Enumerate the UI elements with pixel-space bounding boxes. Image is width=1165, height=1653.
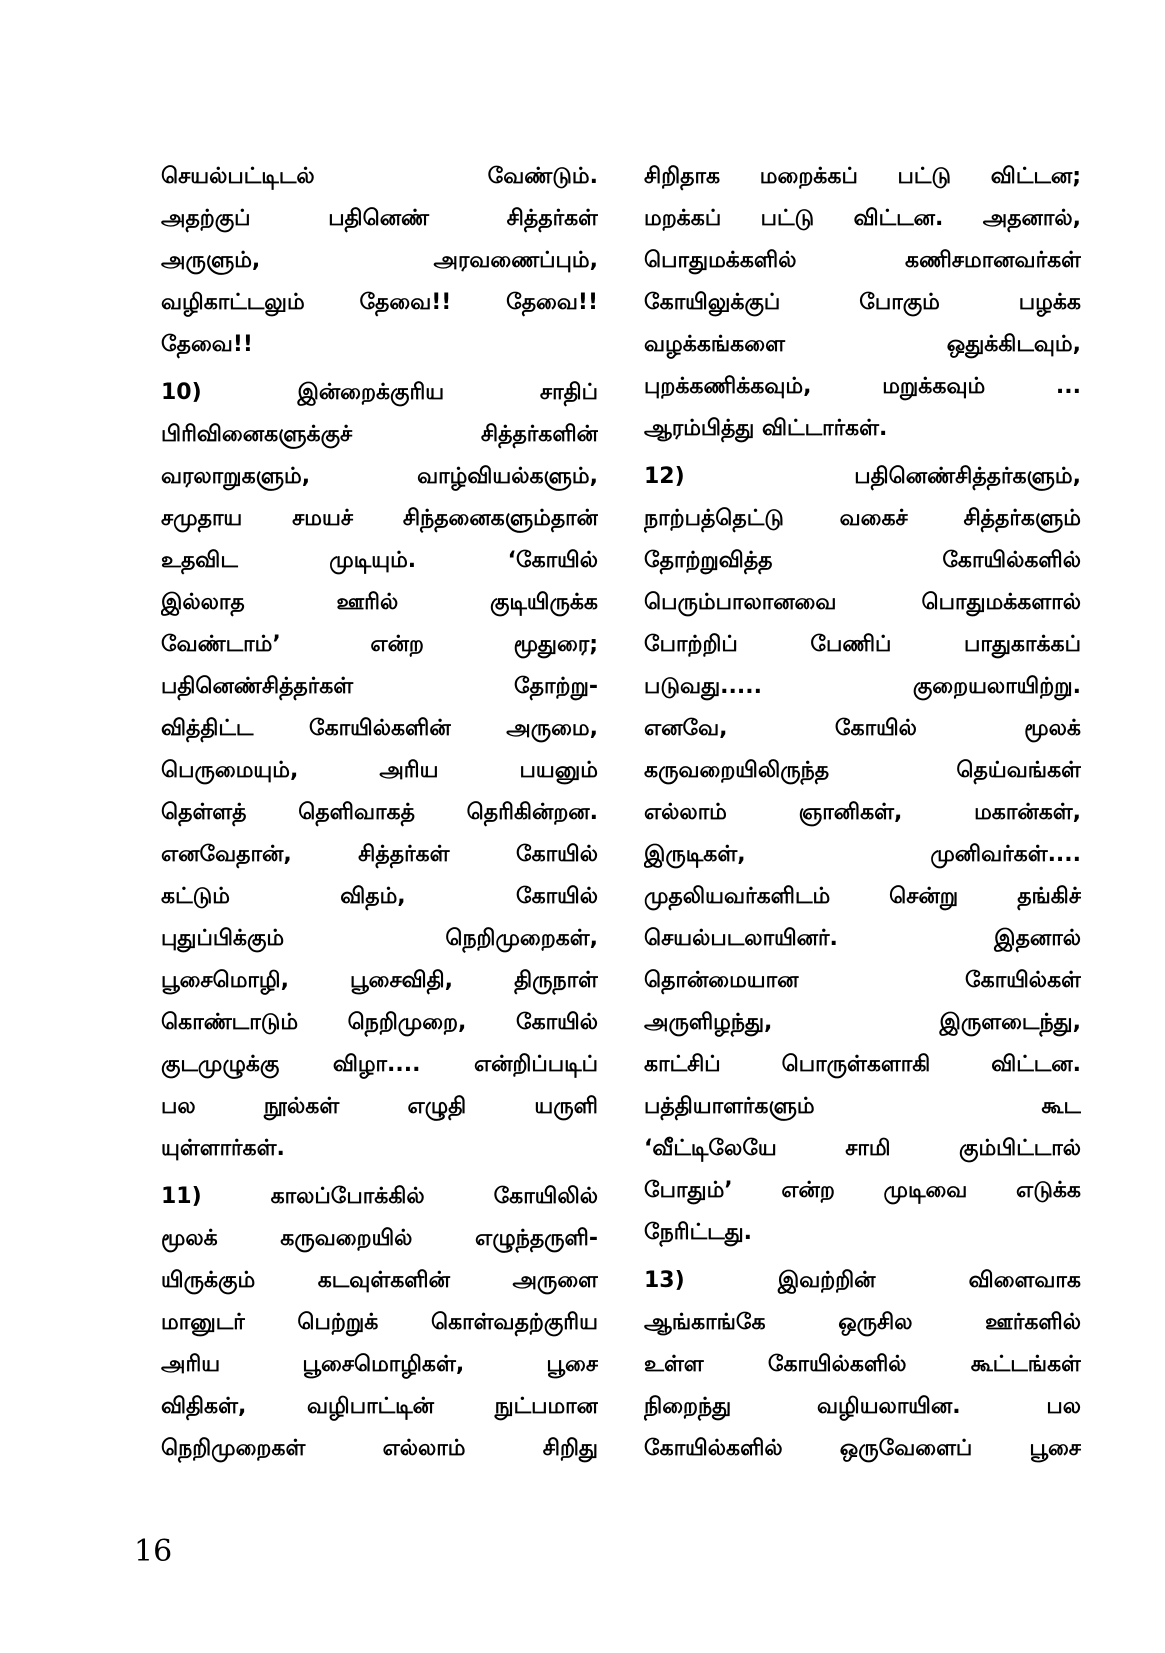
- text-line: வரலாறுகளும், வாழ்வியல்களும்,: [161, 464, 598, 489]
- text-line: 13) இவற்றின் விளைவாக: [644, 1268, 1081, 1293]
- text-line: பெரும்பாலானவை பொதுமக்களால்: [644, 590, 1081, 615]
- text-line: இருடிகள், முனிவர்கள்....: [644, 842, 1081, 867]
- text-line: 12) பதினெண்சித்தர்களும்,: [644, 464, 1081, 489]
- text-line: 10) இன்றைக்குரிய சாதிப்: [161, 380, 598, 405]
- text-line: கருவறையிலிருந்த தெய்வங்கள்: [644, 758, 1081, 783]
- text-line: போற்றிப் பேணிப் பாதுகாக்கப்: [644, 632, 1081, 657]
- text-line: ஆரம்பித்து விட்டார்கள்.: [644, 416, 888, 441]
- text-line: மூலக் கருவறையில் எழுந்தருளி-: [161, 1226, 598, 1251]
- text-line: தேவை!!: [161, 332, 253, 357]
- text-line: குடமுழுக்கு விழா.... என்றிப்படிப்: [161, 1052, 598, 1077]
- text-line: வழக்கங்களை ஒதுக்கிடவும்,: [644, 332, 1081, 357]
- text-line: யுள்ளார்கள்.: [161, 1136, 285, 1161]
- text-line: முதலியவர்களிடம் சென்று தங்கிச்: [644, 884, 1081, 909]
- text-line: பெருமையும், அரிய பயனும்: [161, 758, 598, 783]
- text-line: உதவிட முடியும். ‘கோயில்: [161, 548, 598, 573]
- text-line: எனவே, கோயில் மூலக்: [644, 716, 1081, 741]
- text-line: மறக்கப் பட்டு விட்டன. அதனால்,: [644, 206, 1081, 231]
- text-line: இல்லாத ஊரில் குடியிருக்க: [161, 590, 598, 615]
- text-line: பதினெண்சித்தர்கள் தோற்று-: [161, 674, 598, 699]
- text-line: தோற்றுவித்த கோயில்களில்: [644, 548, 1081, 573]
- left-column: [161, 156, 598, 1470]
- text-line: பிரிவினைகளுக்குச் சித்தர்களின்: [161, 422, 598, 447]
- text-line: கொண்டாடும் நெறிமுறை, கோயில்: [161, 1010, 598, 1035]
- text-line: செயல்படலாயினர். இதனால்: [644, 926, 1081, 951]
- text-line: விதிகள், வழிபாட்டின் நுட்பமான: [161, 1394, 598, 1419]
- text-line: நாற்பத்தெட்டு வகைச் சித்தர்களும்: [644, 506, 1081, 531]
- text-line: சமுதாய சமயச் சிந்தனைகளும்தான்: [161, 506, 598, 531]
- text-line: செயல்பட்டிடல் வேண்டும்.: [161, 164, 598, 189]
- text-line: வித்திட்ட கோயில்களின் அருமை,: [161, 716, 598, 741]
- text-line: எல்லாம் ஞானிகள், மகான்கள்,: [644, 800, 1081, 825]
- text-line: அருளிழந்து, இருளடைந்து,: [644, 1010, 1081, 1035]
- text-line: புறக்கணிக்கவும், மறுக்கவும் ...: [644, 374, 1081, 399]
- text-line: நிறைந்து வழியலாயின. பல: [644, 1394, 1081, 1419]
- text-line: அதற்குப் பதினெண் சித்தர்கள்: [161, 206, 598, 231]
- text-line: ‘வீட்டிலேயே சாமி கும்பிட்டால்: [644, 1136, 1081, 1161]
- text-line: வழிகாட்டலும் தேவை!! தேவை!!: [161, 290, 598, 315]
- text-line: பூசைமொழி, பூசைவிதி, திருநாள்: [161, 968, 598, 993]
- text-line: அருளும், அரவணைப்பும்,: [161, 248, 598, 273]
- text-line: யிருக்கும் கடவுள்களின் அருளை: [161, 1268, 598, 1293]
- text-line: கோயிலுக்குப் போகும் பழக்க: [644, 290, 1081, 315]
- text-line: போதும்’ என்ற முடிவை எடுக்க: [644, 1178, 1081, 1203]
- text-line: உள்ள கோயில்களில் கூட்டங்கள்: [644, 1352, 1081, 1377]
- text-line: தொன்மையான கோயில்கள்: [644, 968, 1081, 993]
- text-line: ஆங்காங்கே ஒருசில ஊர்களில்: [644, 1310, 1081, 1335]
- text-line: அரிய பூசைமொழிகள், பூசை: [161, 1352, 598, 1377]
- text-line: தெள்ளத் தெளிவாகத் தெரிகின்றன.: [161, 800, 598, 825]
- text-line: பல நூல்கள் எழுதி யருளி: [161, 1094, 598, 1119]
- text-line: புதுப்பிக்கும் நெறிமுறைகள்,: [161, 926, 598, 951]
- text-line: மானுடர் பெற்றுக் கொள்வதற்குரிய: [161, 1310, 598, 1335]
- text-line: எனவேதான், சித்தர்கள் கோயில்: [161, 842, 598, 867]
- text-line: நெறிமுறைகள் எல்லாம் சிறிது: [161, 1436, 598, 1461]
- page-number: 16: [134, 1534, 173, 1569]
- right-column: [644, 156, 1081, 1470]
- text-line: காட்சிப் பொருள்களாகி விட்டன.: [644, 1052, 1081, 1077]
- text-line: கட்டும் விதம், கோயில்: [161, 884, 598, 909]
- text-line: சிறிதாக மறைக்கப் பட்டு விட்டன;: [644, 164, 1081, 189]
- text-line: நேரிட்டது.: [644, 1220, 753, 1245]
- text-line: பத்தியாளர்களும் கூட: [644, 1094, 1081, 1119]
- text-line: 11) காலப்போக்கில் கோயிலில்: [161, 1184, 598, 1209]
- text-line: வேண்டாம்’ என்ற மூதுரை;: [161, 632, 598, 657]
- text-line: படுவது..... குறையலாயிற்று.: [644, 674, 1081, 699]
- text-line: கோயில்களில் ஒருவேளைப் பூசை: [644, 1436, 1081, 1461]
- text-line: பொதுமக்களில் கணிசமானவர்கள்: [644, 248, 1081, 273]
